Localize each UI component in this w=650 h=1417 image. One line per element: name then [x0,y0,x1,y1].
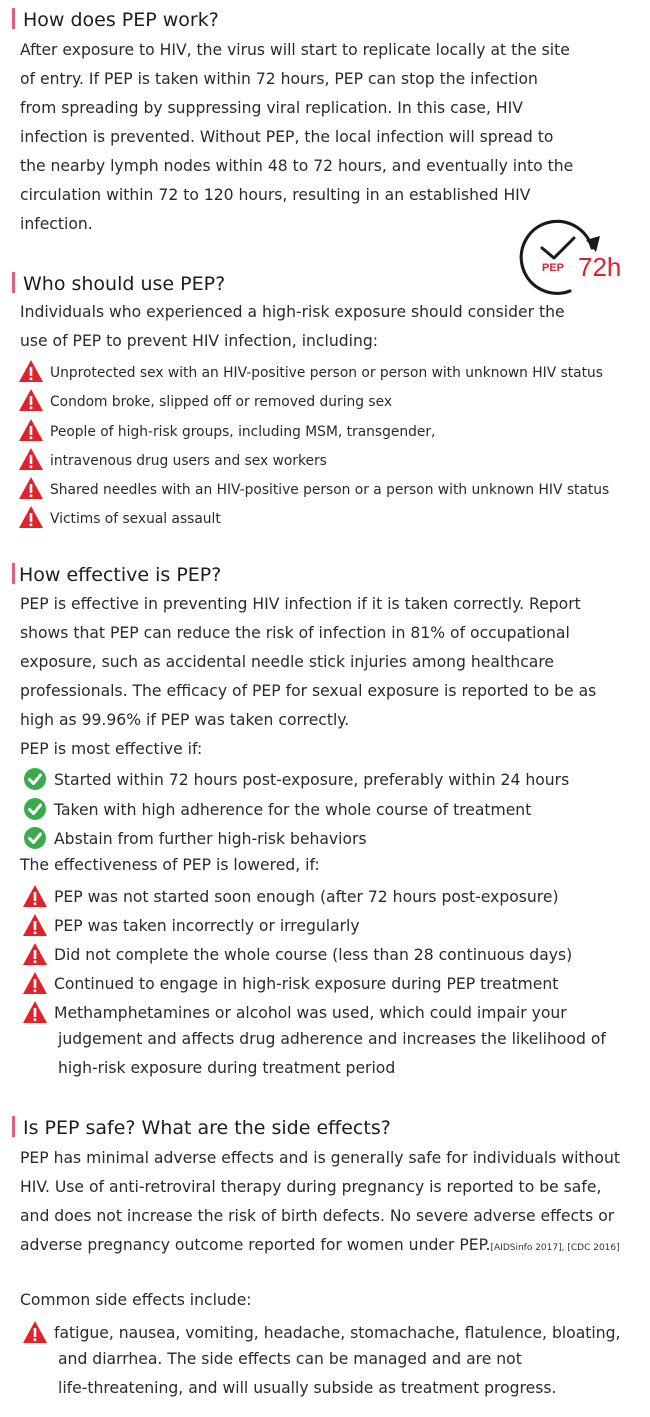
heading-text: Is PEP safe? What are the side effects? [23,1117,391,1139]
warning-icon [18,476,44,500]
text-line: infection is prevented. Without PEP, the local infection will spread to [20,128,554,146]
list-item-continuation: and diarrhea. The side effects can be managed and are not [58,1350,522,1368]
clock-check-icon [512,218,642,298]
pep-72h-badge [512,218,642,298]
warning-icon [18,388,44,412]
warning-icon [22,971,48,995]
list-item-text: Shared needles with an HIV-positive person or a person with unknown HIV status [50,482,610,498]
list-item-text: Unprotected sex with an HIV-positive person or person with unknown HIV status [50,365,603,381]
warning-icon [22,1000,48,1024]
warning-icon [18,359,44,383]
reference-citation: [AIDSinfo 2017], [CDC 2016] [490,1243,620,1253]
list-item [22,826,367,850]
heading-text: How does PEP work? [23,9,219,31]
accent-bar [12,563,15,584]
check-circle-icon [22,767,48,791]
check-circle-icon [22,826,48,850]
text-line: shows that PEP can reduce the risk of infection in 81% of occupational [20,624,570,642]
list-item [18,505,221,529]
text-line [20,1231,638,1263]
list-item [18,418,435,442]
list-item-continuation: judgement and affects drug adherence and increases the likelihood of [58,1030,606,1048]
paragraph-is-pep-safe [20,1144,638,1263]
text-line: circulation within 72 to 120 hours, resulting in an established HIV [20,186,531,204]
list-item [18,476,609,500]
paragraph-who-should-use [20,298,638,356]
list-item [22,1320,620,1344]
list-item [22,797,531,821]
warning-icon [22,884,48,908]
text-line: high as 99.96% if PEP was taken correctly. [20,711,350,729]
paragraph-how-pep-works [20,36,638,239]
list-item [22,1000,567,1024]
common-side-effects-label: Common side effects include: [20,1291,252,1309]
text-line: and does not increase the risk of birth defects. No severe adverse effects or [20,1207,615,1225]
list-item-continuation: life-threatening, and will usually subside as treatment progress. [58,1379,557,1397]
list-item-text: Abstain from further high-risk behaviors [54,830,367,848]
heading-how-pep-works [12,8,219,31]
warning-icon [22,1320,48,1344]
list-item [22,767,569,791]
text-line: of entry. If PEP is taken within 72 hours, PEP can stop the infection [20,70,538,88]
accent-bar [12,1116,15,1137]
list-item-text: Did not complete the whole course (less than 28 continuous days) [54,946,573,964]
text-line: HIV. Use of anti-retroviral therapy during pregnancy is reported to be safe, [20,1178,602,1196]
text-line: PEP is effective in preventing HIV infection if it is taken correctly. Report [20,595,581,613]
heading-who-should-use [12,272,225,295]
text-line: Individuals who experienced a high-risk exposure should consider the [20,303,565,321]
heading-is-pep-safe [12,1116,391,1139]
check-circle-icon [22,797,48,821]
list-item [18,388,392,412]
text-line: PEP has minimal adverse effects and is generally safe for individuals without [20,1149,620,1167]
warning-icon [18,505,44,529]
list-item [18,447,327,471]
list-item-text: Taken with high adherence for the whole course of treatment [54,801,532,819]
list-item-text: Condom broke, slipped off or removed during sex [50,394,393,410]
text-line: the nearby lymph nodes within 48 to 72 hours, and eventually into the [20,157,574,175]
list-item-text: People of high-risk groups, including MSM, transgender, [50,424,436,440]
warning-icon [18,418,44,442]
heading-how-effective [12,563,221,586]
text-line-part: adverse pregnancy outcome reported for women under PEP. [20,1236,491,1254]
text-line: professionals. The efficacy of PEP for sexual exposure is reported to be as [20,682,597,700]
heading-text: How effective is PEP? [19,564,222,586]
paragraph-how-effective [20,590,638,735]
list-item [22,971,558,995]
list-item [22,884,559,908]
most-effective-label: PEP is most effective if: [20,740,203,758]
warning-icon [18,447,44,471]
list-item-text: Continued to engage in high-risk exposure during PEP treatment [54,975,559,993]
warning-icon [22,913,48,937]
list-item-text: PEP was taken incorrectly or irregularly [54,917,360,935]
warning-icon [22,942,48,966]
accent-bar [12,272,15,293]
list-item [18,359,603,383]
text-line: use of PEP to prevent HIV infection, including: [20,332,378,350]
text-line: After exposure to HIV, the virus will start to replicate locally at the site [20,41,570,59]
badge-pep-label: PEP [542,262,565,274]
list-item-text: Started within 72 hours post-exposure, preferably within 24 hours [54,771,570,789]
list-item [22,913,360,937]
text-line: infection. [20,215,93,233]
list-item-text: Victims of sexual assault [50,511,221,527]
badge-72h-label: 72h [578,252,622,282]
list-item-text: Methamphetamines or alcohol was used, which could impair your [54,1004,567,1022]
lowered-effectiveness-label: The effectiveness of PEP is lowered, if: [20,856,320,874]
text-line: from spreading by suppressing viral replication. In this case, HIV [20,99,523,117]
text-line: exposure, such as accidental needle stick injuries among healthcare [20,653,555,671]
list-item-continuation: high-risk exposure during treatment period [58,1059,396,1077]
list-item-text: intravenous drug users and sex workers [50,453,327,469]
list-item [22,942,572,966]
accent-bar [12,8,15,29]
heading-text: Who should use PEP? [23,273,226,295]
list-item-text: fatigue, nausea, vomiting, headache, stomachache, flatulence, bloating, [54,1324,621,1342]
list-item-text: PEP was not started soon enough (after 72 hours post-exposure) [54,888,559,906]
